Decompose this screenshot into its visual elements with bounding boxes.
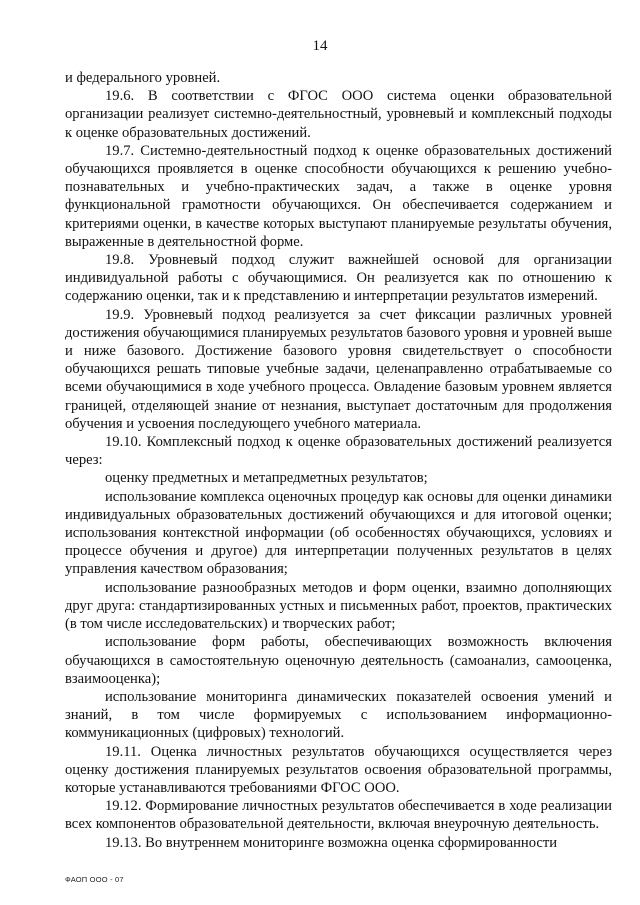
paragraph-continuation: и федерального уровней. [65,70,221,86]
paragraph-19-11: 19.11. Оценка личностных результатов обучающихся осуществляется через оценку достижения планируемых результатов освоения образовательной программы, которые устанавливаются требованиями ФГОС ООО. [65,743,612,796]
paragraph-19-7: 19.7. Системно-деятельностный подход к оценке образовательных достижений обучающихся проявляется в оценке способности обучающихся к решению учебно-познавательных и учебно-практических задач, а также в оценке уровня функциональной грамотности обучающихся. Он обеспечивается содержанием и критериями оценки, в качестве которых выступают планируемые результаты обучения, выраженные в деятельностной форме. [65,142,612,250]
paragraph-19-9: 19.9. Уровневый подход реализуется за счет фиксации различных уровней достижения обучающимися планируемых результатов базового уровня и уровней выше и ниже базового. Достижение базового уровня свидетельствует о способности обучающихся решать типовые учебные задачи, целенаправленно отрабатываемые со всеми обучающимися в ходе учебного процесса. Овладение базовым уровнем является границей, отделяющей знание от незнания, выступает достаточным для продолжения обучения и усвоения последующего учебного материала. [65,306,612,432]
footer-code: ФАОП ООО - 07 [65,875,124,884]
paragraph-19-6: 19.6. В соответствии с ФГОС ООО система оценки образовательной организации реализует системно-деятельностный, уровневый и комплексный подходы к оценке образовательных достижений. [65,88,612,141]
list-item-self-assessment: использование форм работы, обеспечивающих возможность включения обучающихся в самостоятельную оценочную деятельность (самоанализ, самооценка, взаимооценка); [65,634,612,687]
list-item-methods-forms: использование разнообразных методов и форм оценки, взаимно дополняющих друг друга: стандартизированных устных и письменных работ, проектов, практических (в том числе исследовательских) и творческих работ; [65,579,612,633]
page-number: 14 [312,38,328,54]
paragraph-19-10: 19.10. Комплексный подход к оценке образовательных достижений реализуется через: [65,434,612,469]
paragraph-19-8: 19.8. Уровневый подход служит важнейшей основой для организации индивидуальной работы с обучающимися. Он реализуется как по отношению к содержанию оценки, так и к представлению и интерпретации результатов измерений. [65,252,612,305]
list-item-subject-results: оценку предметных и метапредметных результатов; [105,470,428,487]
list-item-monitoring: использование мониторинга динамических показателей освоения умений и знаний, в том числе формируемых с использованием информационно-коммуникационных (цифровых) технологий. [65,688,612,742]
paragraph-19-13: 19.13. Во внутреннем мониторинге возможна оценка сформированности [105,834,558,851]
body-text [65,69,612,852]
list-item-assessment-complex: использование комплекса оценочных процедур как основы для оценки динамики индивидуальных образовательных достижений обучающихся и для итоговой оценки; использования контекстной информации (об особенностях обучающихся, условиях и процессе обучения и другое) для интерпретации полученных результатов в целях управления качеством образования; [65,488,612,578]
paragraph-19-12: 19.12. Формирование личностных результатов обеспечивается в ходе реализации всех компонентов образовательной деятельности, включая внеурочную деятельность. [65,798,612,833]
